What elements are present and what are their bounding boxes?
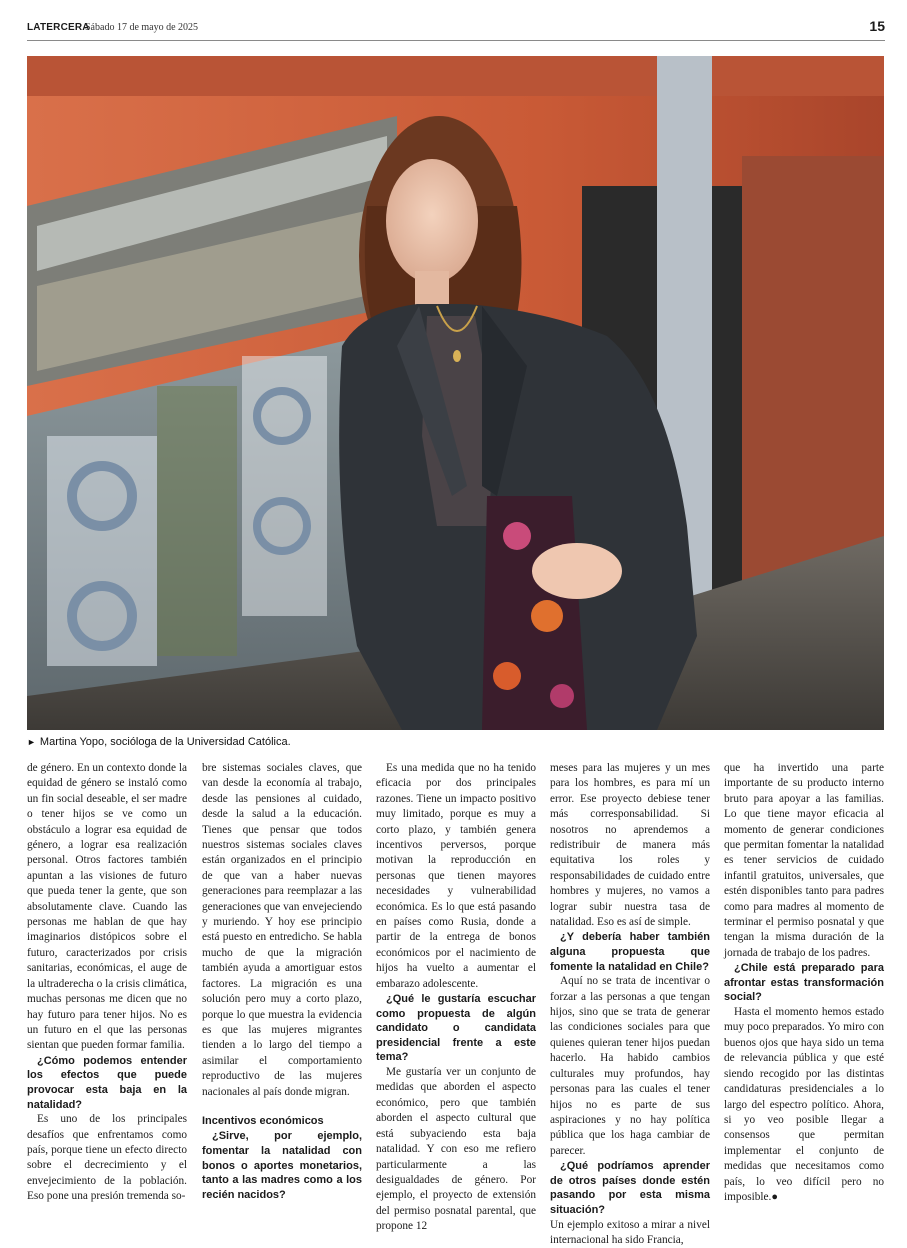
interview-question: ¿Qué podríamos aprender de otros países donde estén pasando por esta misma situación? — [550, 1159, 710, 1217]
end-mark-icon: ● — [771, 1191, 778, 1203]
section-subheading: Incentivos económicos — [202, 1114, 362, 1129]
newspaper-brand: LATERCERA — [27, 22, 90, 33]
article-column-3 — [376, 761, 536, 1193]
photo-caption — [27, 736, 291, 748]
article-column-5 — [724, 761, 884, 1193]
interview-question: ¿Qué le gustaría escuchar como propuesta de algún candidato o candidata presidencial frente a este tema? — [376, 992, 536, 1065]
interview-question: ¿Sirve, por ejemplo, fomentar la natalidad con bonos o aportes monetarios, tanto a las madres como a los recién nacidos? — [202, 1129, 362, 1202]
page-number: 15 — [869, 18, 885, 34]
paragraph: que ha invertido una parte importante de su producto interno bruto para apoyar a las familias. Lo que tiene mayor eficacia al momento de generar condiciones que permitan fomentar la natalidad es tener servicios de cuidado infantil gratuitos, universales, que estén disponibles tanto para padres como para madres al momento de terminar el permiso posnatal y que tengan la misma duración de la jornada de trabajo de los padres. — [724, 761, 884, 961]
article-column-4 — [550, 761, 710, 1193]
paragraph: Un ejemplo exitoso a mirar a nivel internacional ha sido Francia, — [550, 1218, 710, 1248]
caption-text: Martina Yopo, socióloga de la Universidad Católica. — [40, 736, 291, 748]
interview-question: ¿Cómo podemos entender los efectos que puede provocar esta baja en la natalidad? — [27, 1054, 187, 1112]
interview-question: ¿Chile está preparado para afrontar estas transformación social? — [724, 961, 884, 1005]
caption-arrow-icon: ► — [27, 737, 36, 747]
article-column-2 — [202, 761, 362, 1193]
paragraph — [724, 1005, 884, 1205]
interview-question: ¿Y debería haber también alguna propuesta que fomente la natalidad en Chile? — [550, 930, 710, 974]
article-column-1 — [27, 761, 187, 1193]
paragraph: Es una medida que no ha tenido eficacia por dos principales razones. Tiene un impacto positivo muy limitado, porque es muy a corto plazo, y también genera incentivos perversos, porque motivan la reproducción en personas que tienen mayores necesidades y vulnerabilidad económica. Es lo que está pasando en países como Rusia, donde a partir de la entrega de bonos económicos por el nacimiento de hijos ha vuelto a aumentar el embarazo adolescente. — [376, 761, 536, 992]
paragraph: Aquí no se trata de incentivar o forzar a las personas a que tengan hijos, sino que se trata de generar las condiciones sociales para que quienes quieran tener hijos puedan hacerlo. Ha habido cambios culturales muy profundos, hay personas para las cuales el tener hijos no es parte de sus aspiraciones y no hay política pública que los haga cambiar de parecer. — [550, 974, 710, 1159]
paragraph: Es uno de los principales desafíos que enfrentamos como país, porque tiene un efecto directo sobre el decrecimiento y el envejecimiento de la población. Eso pone una presión tremenda so- — [27, 1112, 187, 1204]
paragraph-text: Hasta el momento hemos estado muy poco preparados. Yo miro con buenos ojos que haya sido un tema de relevancia pública y que esté siendo recogido por las distintas candidaturas presidenciales a lo largo del espectro político. Ahora, si yo veo posible llegar a consensos que permitan implementar el conjunto de medidas que necesitamos como país, lo veo difícil pero no imposible. — [724, 1006, 884, 1203]
page-header — [27, 18, 885, 41]
paragraph: de género. En un contexto donde la equidad de género se instaló como un fin social deseable, el ser madre o tener hijos se ve como un obstáculo a lograr esa equidad de género, a lograr esa realización personal. Otros factores también apuntan a las visiones de futuro que pueda tener la gente, que son absolutamente clave. Cuando las personas me hablan de que hay imaginarios distópicos sobre el futuro, caracterizados por crisis sanitarias, económicas, el auge de la ultraderecha o la crisis climática, muchas personas me dicen que no hay futuro para tener hijos. No es un futuro en el que las personas sientan que pueden formar familia. — [27, 761, 187, 1054]
issue-date: Sábado 17 de mayo de 2025 — [85, 22, 198, 33]
paragraph: meses para las mujeres y un mes para los hombres, es para mí un error. Ese proyecto debiese tener más corresponsabilidad. Si nosotros no aprendemos a redistribuir de manera más equitativa los roles y responsabilidades de cuidado entre hombres y mujeres, no vamos a lograr subir nuestra tasa de natalidad. Eso es así de simple. — [550, 761, 710, 930]
paragraph: bre sistemas sociales claves, que van desde la economía al trabajo, desde las pensiones al cuidado, desde la salud a la educación. Tienes que pensar que todos nuestros sistemas sociales claves están organizados en el principio de que van a haber nuevas generaciones para reemplazar a las generaciones que van envejeciendo y muriendo. Y hoy ese principio está puesto en entredicho. Se habla mucho de que la migración también ayuda a amortiguar estos factores. La migración es una solución pero muy a corto plazo, porque lo que muestra la evidencia es que las mujeres migrantes tienden a lo largo del tiempo a asimilar el comportamiento reproductivo de las mujeres nacionales al país donde migran. — [202, 761, 362, 1100]
paragraph: Me gustaría ver un conjunto de medidas que aborden el aspecto económico, pero que también aborden el aspecto cultural que está subyaciendo esta baja natalidad. Y con eso me refiero particularmente a las desigualdades de género. Por ejemplo, el proyecto de extensión del permiso posnatal parental, que propone 12 — [376, 1065, 536, 1234]
portrait-photo — [27, 56, 884, 730]
